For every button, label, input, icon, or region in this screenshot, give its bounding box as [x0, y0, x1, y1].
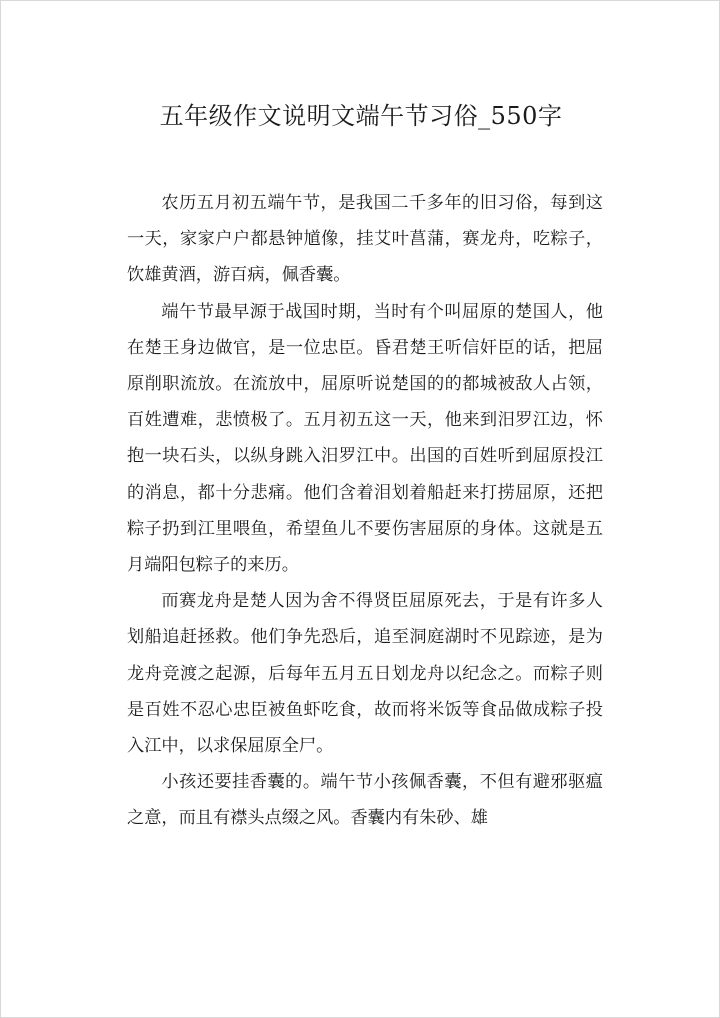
paragraph-3: 而赛龙舟是楚人因为舍不得贤臣屈原死去，于是有许多人划船追赶拯救。他们争先恐后，追至洞庭湖时不见踪迹，是为龙舟竞渡之起源，后每年五月五日划龙舟以纪念之。而粽子则是百姓不忍心忠臣被鱼虾吃食，故而将米饭等食品做成粽子投入江中，以求保屈原全尸。 [127, 591, 603, 757]
document-title: 五年级作文说明文端午节习俗_550字 [159, 102, 563, 130]
paragraph-2: 端午节最早源于战国时期，当时有个叫屈原的楚国人，他在楚王身边做官，是一位忠臣。昏君楚王听信奸臣的话，把屈原削职流放。在流放中，屈原听说楚国的的都城被敌人占领，百姓遭难，悲愤极了。五月初五这一天，他来到汨罗江边，怀抱一块石头，以纵身跳入汨罗江中。出国的百姓听到屈原投江的消息，都十分悲痛。他们含着泪划着船赶来打捞屈原，还把粽子扔到江里喂鱼，希望鱼儿不要伤害屈原的身体。这就是五月端阳包粽子的来历。 [127, 301, 603, 576]
paragraph-1: 农历五月初五端午节，是我国二千多年的旧习俗，每到这一天，家家户户都悬钟馗像，挂艾叶菖蒲，赛龙舟，吃粽子，饮雄黄酒，游百病，佩香囊。 [127, 193, 603, 286]
paragraph-4: 小孩还要挂香囊的。端午节小孩佩香囊，不但有避邪驱瘟之意，而且有襟头点缀之风。香囊内有朱砂、雄 [127, 772, 603, 829]
document-body [127, 185, 603, 837]
